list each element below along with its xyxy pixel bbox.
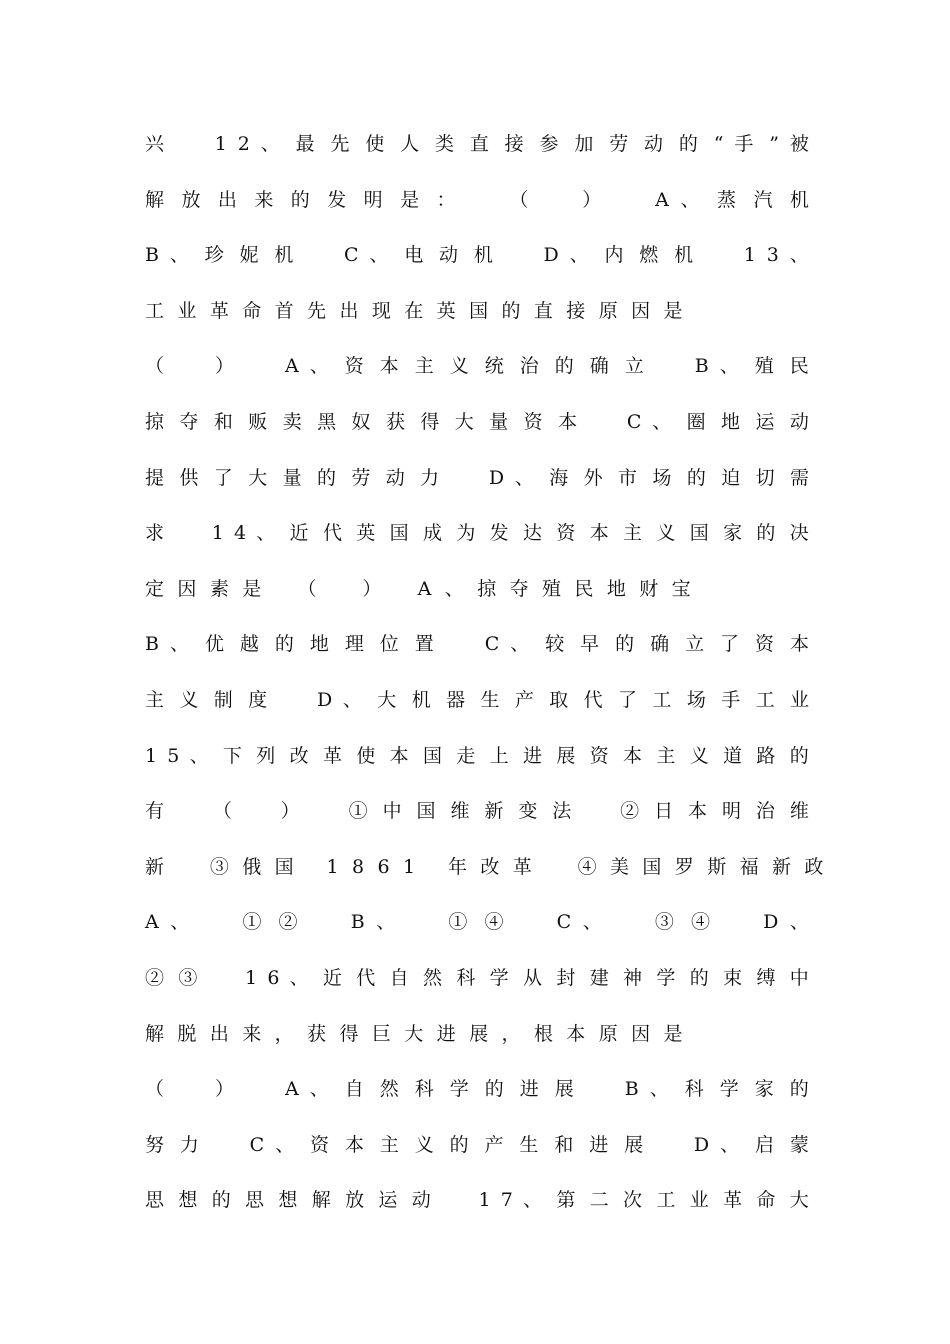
text-line-13: 有 （ ） ① 中 国 维 新 变 法 ② 日 本 明 治 维: [145, 800, 809, 823]
text-line-19: 努 力 C 、 资 本 主 义 的 产 生 和 进 展 D 、 启 蒙: [145, 1133, 809, 1156]
text-line-3: B 、 珍 妮 机 C 、 电 动 机 D 、 内 燃 机 1 3 、: [145, 244, 809, 267]
text-line-7: 提 供 了 大 量 的 劳 动 力 D 、 海 外 市 场 的 迫 切 需: [145, 466, 809, 489]
text-line-20: 思 想 的 思 想 解 放 运 动 1 7 、 第 二 次 工 业 革 命 大: [145, 1189, 809, 1212]
text-line-15: A 、 ① ② B 、 ① ④ C 、 ③ ④ D 、: [145, 911, 809, 934]
text-line-12: 1 5 、 下 列 改 革 使 本 国 走 上 进 展 资 本 主 义 道 路 的: [145, 744, 809, 767]
text-line-1: 兴 1 2 、 最 先 使 人 类 直 接 参 加 劳 动 的 “ 手 ” 被: [145, 133, 809, 155]
question-text-block: [145, 117, 837, 1229]
text-line-8: 求 1 4 、 近 代 英 国 成 为 发 达 资 本 主 义 国 家 的 决: [145, 522, 809, 545]
text-line-9: 定因素是 （ ） A、掠夺殖民地财宝: [145, 577, 705, 600]
text-line-14: 新 ③俄国 1861 年改革 ④美国罗斯福新政: [145, 855, 837, 878]
text-line-16: ② ③ 1 6 、 近 代 自 然 科 学 从 封 建 神 学 的 束 缚 中: [145, 966, 809, 989]
text-line-5: （ ） A 、 资 本 主 义 统 治 的 确 立 B 、 殖 民: [145, 355, 809, 378]
text-line-11: 主 义 制 度 D 、 大 机 器 生 产 取 代 了 工 场 手 工 业: [145, 688, 809, 711]
text-line-17: 解脱出来，获得巨大进展，根本原因是: [145, 1022, 696, 1045]
text-line-4: 工业革命首先出现在英国的直接原因是: [145, 299, 696, 322]
text-line-18: （ ） A 、 自 然 科 学 的 进 展 B 、 科 学 家 的: [145, 1078, 809, 1101]
text-line-6: 掠 夺 和 贩 卖 黑 奴 获 得 大 量 资 本 C 、 圈 地 运 动: [145, 410, 809, 433]
text-line-10: B 、 优 越 的 地 理 位 置 C 、 较 早 的 确 立 了 资 本: [145, 633, 809, 656]
text-line-2: 解 放 出 来 的 发 明 是 ： （ ） A 、 蒸 汽 机: [145, 188, 809, 211]
